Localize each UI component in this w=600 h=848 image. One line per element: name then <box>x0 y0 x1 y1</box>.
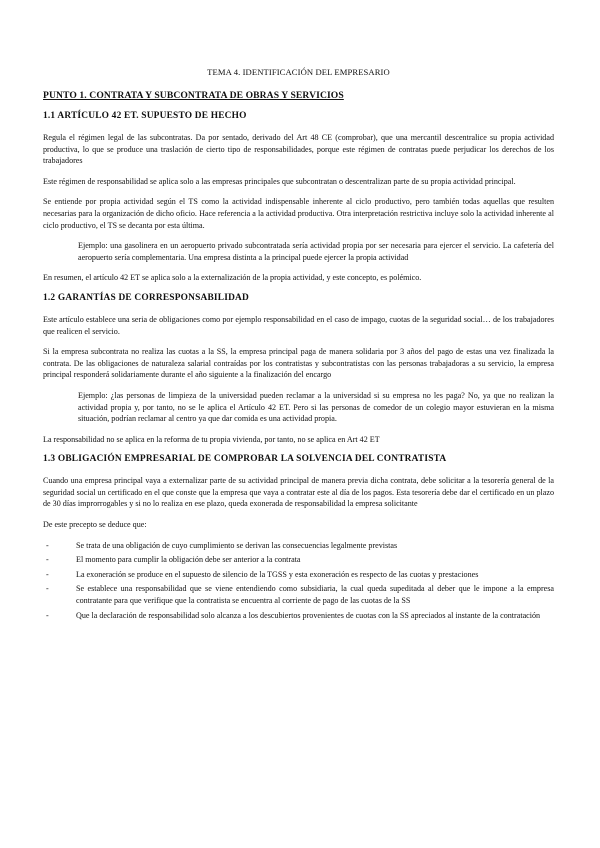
list-item <box>43 610 554 622</box>
list-item-text: La exoneración se produce en el supuesto de silencio de la TGSS y esta exoneración es respecto de las cuotas y prestaciones <box>76 569 479 579</box>
example-paragraph: Ejemplo: ¿las personas de limpieza de la universidad pueden reclamar a la universidad si su empresa no les paga? No, ya que no realizan la actividad propia y, por tanto, no se le aplica el Artículo 42 ET. Pero si las personas de comedor de un colegio mayor estuvieran en la misma situación, podrían reclamar al centro ya que dar comida es una actividad propia. <box>78 390 554 424</box>
subsection-heading-1-3: 1.3 OBLIGACIÓN EMPRESARIAL DE COMPROBAR LA SOLVENCIA DEL CONTRATISTA <box>43 454 447 465</box>
subsection-heading-1-2: 1.2 GARANTÍAS DE CORRESPONSABILIDAD <box>43 292 249 303</box>
paragraph: Si la empresa subcontrata no realiza las cuotas a la SS, la empresa principal paga de manera solidaria por 3 años del pago de estas una vez finalizada la contrata. De las obligaciones de naturaleza salarial contraídas por los contratistas y subcontratistas con las personas trabajadoras a su servicio, la empresa principal responderá solidariamente durante el año siguiente a la finalización del encargo <box>43 347 554 380</box>
list-item <box>43 583 554 606</box>
list-item-text: Se establece una responsabilidad que se viene entendiendo como subsidiaria, la cual queda supeditada al deber que le impone a la empresa contratante para que verifique que la contratista se encuentra al corriente de pago de las cuotas de la SS <box>76 584 554 606</box>
list-item-text: Que la declaración de responsabilidad solo alcanza a los descubiertos provenientes de cuotas con la SS apreciados al instante de la contratación <box>76 610 541 620</box>
paragraph: Este artículo establece una seria de obligaciones como por ejemplo responsabilidad en el caso de impago, cuotas de la seguridad social… de los trabajadores que realicen el servicio. <box>43 314 554 336</box>
subsection-heading-1-1: 1.1 ARTÍCULO 42 ET. SUPUESTO DE HECHO <box>43 111 247 121</box>
paragraph: En resumen, el artículo 42 ET se aplica solo a la externalización de la propia actividad, y este concepto, es polémico. <box>43 273 422 283</box>
example-paragraph: Ejemplo: una gasolinera en un aeropuerto privado subcontratada sería actividad propia por ser necesaria para ejercer el servicio. La cafetería del aeropuerto sería complementaria. Una empresa distinta a la principal puede ejercer la propia actividad <box>78 241 554 262</box>
dash-marker: - <box>46 569 49 579</box>
dash-marker: - <box>46 584 49 594</box>
dash-marker: - <box>46 555 49 565</box>
dash-marker: - <box>46 610 49 620</box>
document-title: TEMA 4. IDENTIFICACIÓN DEL EMPRESARIO <box>207 67 390 77</box>
paragraph: Se entiende por propia actividad según el TS como la actividad indispensable inherente al ciclo productivo, pero también todas aquellas que resulten necesarias para la organización de dicho oficio. Hace referencia a la actividad productiva. Otra interpretación restrictiva incluye solo la actividad inherente al ciclo productivo, el TS se decanta por esta última. <box>43 197 554 230</box>
dash-marker: - <box>46 540 49 550</box>
section-heading: PUNTO 1. CONTRATA Y SUBCONTRATA DE OBRAS Y SERVICIOS <box>43 90 344 101</box>
paragraph: Regula el régimen legal de las subcontratas. Da por sentado, derivado del Art 48 CE (comprobar), que una mercantil descentralice su propia actividad productiva, lo que se produce una traslación de cierto tipo de responsabilidades, porque este régimen de contratas puede perjudicar los derechos de los trabajadores <box>43 133 554 166</box>
bullet-list <box>43 540 554 622</box>
list-item <box>43 569 554 581</box>
list-item-text: El momento para cumplir la obligación debe ser anterior a la contrata <box>76 555 301 565</box>
list-item <box>43 554 554 566</box>
list-item <box>43 540 554 552</box>
list-item-text: Se trata de una obligación de cuyo cumplimiento se derivan las consecuencias legalmente previstas <box>76 540 398 550</box>
paragraph: Cuando una empresa principal vaya a externalizar parte de su actividad principal de manera previa dicha contrata, debe solicitar a la tesorería general de la seguridad social un certificado en el que conste que la empresa que vaya a contratar este al día de los pagos. Esta tesorería debe dar el certificado en un plazo de 30 días improrrogables y si no lo realiza en ese plazo, queda exonerada de responsabilidad la empresa solicitante <box>43 476 554 509</box>
paragraph: Este régimen de responsabilidad se aplica solo a las empresas principales que subcontratan o descentralizan parte de su propia actividad principal. <box>43 176 516 186</box>
paragraph: De este precepto se deduce que: <box>43 520 147 530</box>
paragraph: La responsabilidad no se aplica en la reforma de tu propia vivienda, por tanto, no se aplica en Art 42 ET <box>43 434 380 444</box>
